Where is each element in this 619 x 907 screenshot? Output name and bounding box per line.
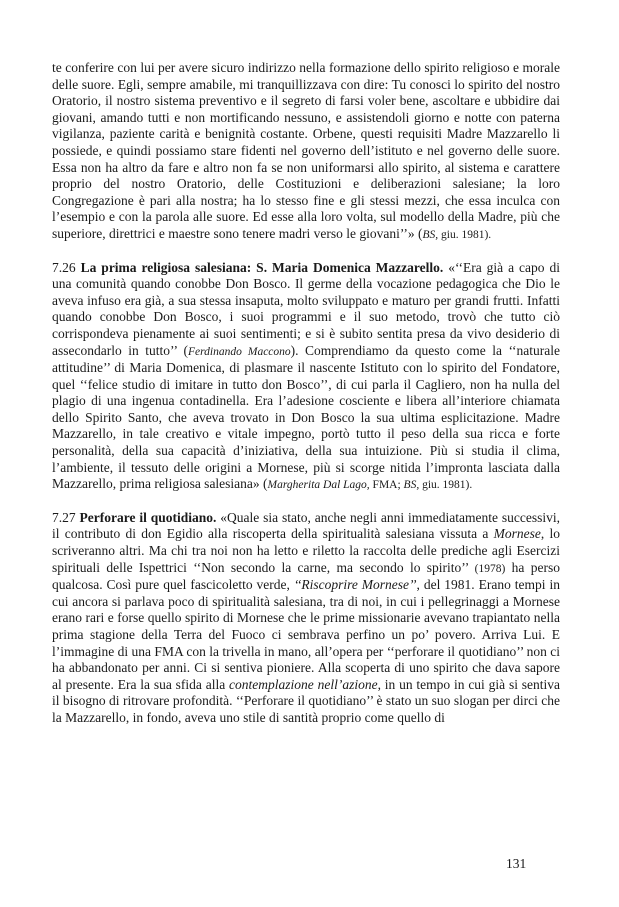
text-run: «‘‘Era già a capo di una comunità quando conobbe Don Bosco. Il germe della vocazione pedagogica che Dio le aveva infuso era già, a sua stessa insaputa, molto sviluppato e maturo per grandi frutti. Infatti quando conobbe Don Bosco, i suoi programmi e il suo metodo, trovò che tutto ciò corrispondeva pienamente ai suoi sentimenti; e si è subito sentita presa da vivo desiderio di assecondarlo in tutto’’ ( — [52, 259, 561, 358]
text-run: Margherita Dal Lago, — [267, 479, 370, 492]
text-run: 7.27 — [52, 509, 80, 525]
text-run: Mornese — [493, 526, 541, 542]
page-body — [52, 60, 560, 727]
text-run: BS, — [422, 228, 439, 241]
text-run: giu. 1981). — [438, 228, 492, 241]
paragraph-1 — [52, 60, 560, 244]
text-run: La prima religiosa salesiana: S. Maria Domenica Mazzarello. — [80, 259, 444, 275]
paragraph-7-26 — [52, 260, 560, 494]
page-number: 131 — [506, 856, 527, 871]
text-run: te conferire con lui per avere sicuro indirizzo nella formazione dello spirito religioso e morale delle suore. Egli, sempre amabile, mi tranquillizzava con dire: Tu conosci lo spirito del nostro Oratorio, il nostro sistema preventivo e il segreto di farsi voler bene, ascoltare e ubbidire dai giovani, amando tutti e non mortificando nessuno, e assistendoli giorno e notte con paterna vigilanza, paziente carità e benignità costante. Orbene, questi requisiti Madre Mazzarello li possiede, e quindi possiamo stare fidenti nel governo dell’istituto e nel governo delle suore. Essa non ha altro da fare e altro non fa se non uniformarsi allo spirito, al sistema e carattere proprio del nostro Oratorio, delle Costituzioni e deliberazioni salesiane; la loro Congregazione è pari alla nostra; ha lo stesso fine e gli stessi mezzi, che essa inculca con l’esempio e con la parola alle suore. Ed esse alla loro volta, sul modello della Madre, più che superiore, direttrici e maestre sono tenere madri verso le giovani’’» ( — [52, 60, 560, 241]
text-run: , in un tempo in cui già si sentiva il bisogno di ritrovare profondità. ‘‘Perforare il quotidiano’’ è stato un suo slogan per dirci che la Mazzarello, in fondo, aveva uno stile di santità proprio come quello di — [52, 676, 561, 725]
text-run: (1978) — [474, 562, 506, 575]
paragraph-7-27 — [52, 510, 560, 727]
text-run: Ferdinando Maccono — [187, 345, 291, 358]
text-run: giu. 1981). — [419, 479, 473, 492]
text-run: «Quale sia stato, anche negli anni immediatamente successivi, il contributo di don Egidio alla riscoperta della spiritualità salesiana vissuta a — [52, 509, 560, 542]
text-run: , lo scriveranno altri. Ma chi tra noi non ha letto e riletto la raccolta delle prediche agli Esercizi spirituali delle Ispettrici ‘‘Non secondo la carne, ma secondo lo spirito’’ — [52, 526, 560, 575]
text-run: contemplazione nell’azione — [229, 676, 378, 692]
text-run: ha perso qualcosa. Così pure quel fascicoletto verde, — [52, 559, 561, 593]
text-run: ). Comprendiamo da questo come la ‘‘naturale attitudine’’ di Maria Domenica, di plasmare il nascente Istituto con lo spirito del Fondatore, quel ‘‘felice studio di imitare in tutto don Bosco’’, di cui parla il Cagliero, non ha nulla del plagio di una ingenua contadinella. Era l’adesione cosciente e libera all’interiore chiamata dello Spirito Santo, che aveva trovato in Don Bosco la sua ultima esplicitazione. Madre Mazzarello, in tale creativo e vitale impegno, portò tutto il peso della sua ricca e forte personalità, della sua capacità d’iniziativa, della sua intuizione. Più si studia il clima, l’ambiente, il tessuto delle origini a Mornese, più si scorge nitida l’impronta lasciata dalla Mazzarello, prima religiosa salesiana» ( — [52, 342, 560, 492]
text-run: , del 1981. Erano tempi in cui ancora si parlava poco di spiritualità salesiana, tra di noi, in cui i pellegrinaggi a Mornese erano rari e forse quello spirito di Mornese che le prime missionarie avevano trapiantato nella prima stagione della Terra del Fuoco ci sembrava perfino un po’ povero. Arriva Lui. E l’immagine di una FMA con la trivella in mano, all’opera per ‘‘perforare il quotidiano’’ non ci ha abbandonato per anni. Ci si sentiva pioniere. Alla scoperta di uno spirito che dava sapore al presente. Era la sua sfida alla — [52, 577, 560, 692]
text-run: Perforare il quotidiano. — [79, 509, 217, 525]
text-run: 7.26 — [52, 259, 81, 275]
text-run: ‘‘Riscoprire Mornese’’ — [293, 577, 417, 593]
text-run: BS, — [403, 479, 420, 492]
text-run: FMA; — [369, 479, 404, 492]
